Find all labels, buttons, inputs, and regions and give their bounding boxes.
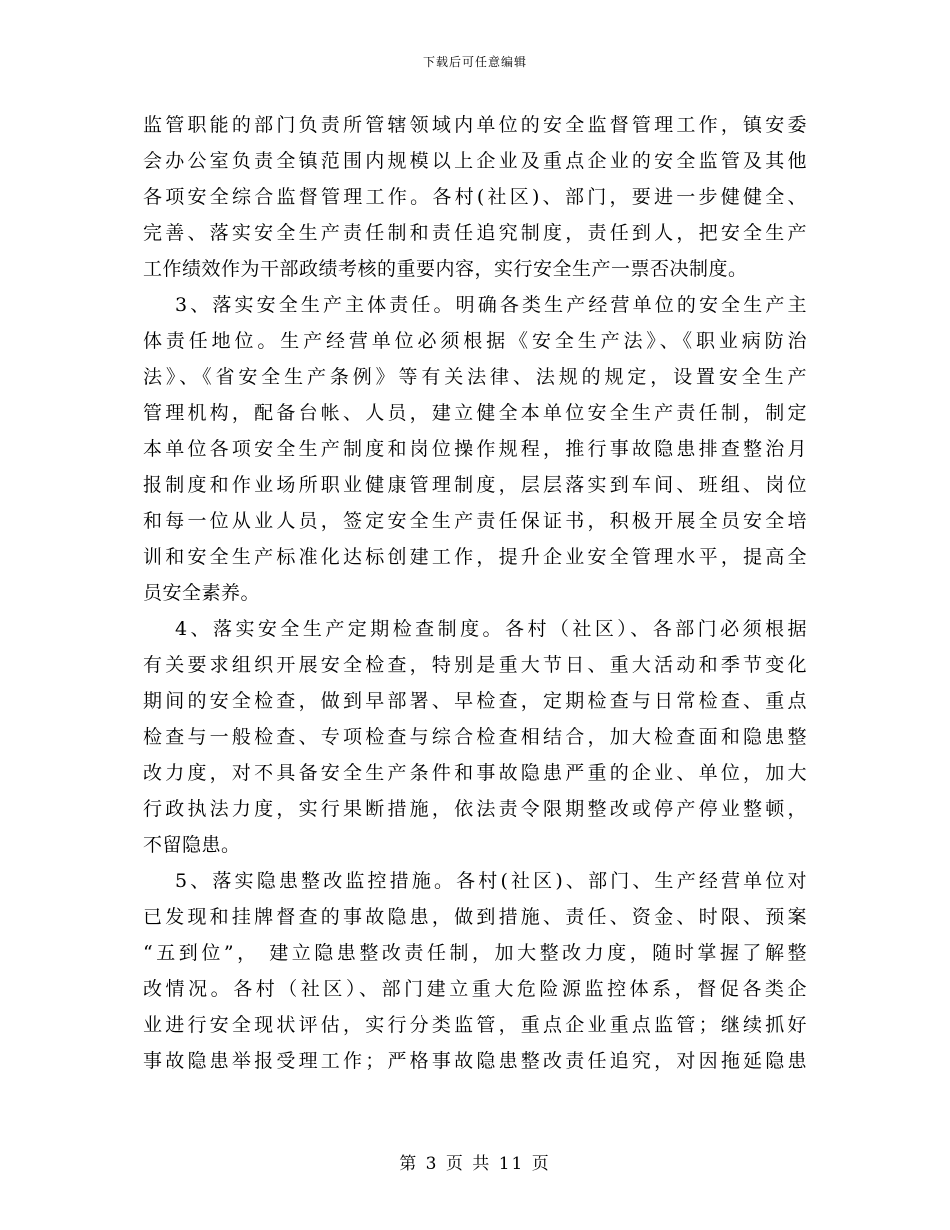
body-line: 工作绩效作为干部政绩考核的重要内容，实行安全生产一票否决制度。	[143, 258, 748, 280]
body-line: 本单位各项安全生产制度和岗位操作规程，推行事故隐患排查整治月	[143, 438, 807, 460]
body-line: 管理机构，配备台帐、人员，建立健全本单位安全生产责任制，制定	[143, 402, 807, 424]
body-line: 各项安全综合监督管理工作。各村(社区)、部门，要进一步健健全、	[143, 186, 807, 208]
page-header: 下载后可任意编辑	[422, 55, 527, 69]
body-line: 已发现和挂牌督查的事故隐患，做到措施、责任、资金、时限、预案	[143, 906, 807, 928]
body-line: 报制度和作业场所职业健康管理制度，层层落实到车间、班组、岗位	[143, 474, 807, 496]
body-line: 事故隐患举报受理工作；严格事故隐患整改责任追究，对因拖延隐患	[143, 1050, 807, 1072]
body-line: 体责任地位。生产经营单位必须根据《安全生产法》、《职业病防治	[143, 330, 807, 352]
body-line: 员安全素养。	[143, 582, 261, 604]
body-line: 期间的安全检查，做到早部署、早检查，定期检查与日常检查、重点	[143, 690, 807, 712]
body-line: 改力度，对不具备安全生产条件和事故隐患严重的企业、单位，加大	[143, 762, 807, 784]
body-line: 行政执法力度，实行果断措施，依法责令限期整改或停产停业整顿，	[143, 798, 807, 820]
body-line: 会办公室负责全镇范围内规模以上企业及重点企业的安全监管及其他	[143, 150, 807, 172]
paragraph-5-start: 5、落实隐患整改监控措施。各村(社区)、部门、生产经营单位对	[175, 870, 807, 892]
body-line: “五到位”， 建立隐患整改责任制，加大整改力度，随时掌握了解整	[143, 942, 807, 964]
body-line: 完善、落实安全生产责任制和责任追究制度，责任到人，把安全生产	[143, 222, 807, 244]
body-line: 改情况。各村（社区）、部门建立重大危险源监控体系，督促各类企	[143, 978, 807, 1000]
paragraph-4-start: 4、落实安全生产定期检查制度。各村（社区）、各部门必须根据	[175, 618, 807, 640]
page-number-footer: 第 3 页 共 11 页	[399, 1154, 551, 1174]
body-line: 法》、《省安全生产条例》等有关法律、法规的规定，设置安全生产	[143, 366, 807, 388]
body-line: 不留隐患。	[143, 834, 241, 856]
body-line: 训和安全生产标准化达标创建工作，提升企业安全管理水平，提高全	[143, 546, 807, 568]
document-body	[143, 107, 807, 1079]
body-line: 业进行安全现状评估，实行分类监管，重点企业重点监管；继续抓好	[143, 1014, 807, 1036]
body-line: 有关要求组织开展安全检查，特别是重大节日、重大活动和季节变化	[143, 654, 807, 676]
body-line: 监管职能的部门负责所管辖领域内单位的安全监督管理工作，镇安委	[143, 114, 807, 136]
body-line: 检查与一般检查、专项检查与综合检查相结合，加大检查面和隐患整	[143, 726, 807, 748]
body-line: 和每一位从业人员，签定安全生产责任保证书，积极开展全员安全培	[143, 510, 807, 532]
paragraph-3-start: 3、落实安全生产主体责任。明确各类生产经营单位的安全生产主	[175, 294, 807, 316]
